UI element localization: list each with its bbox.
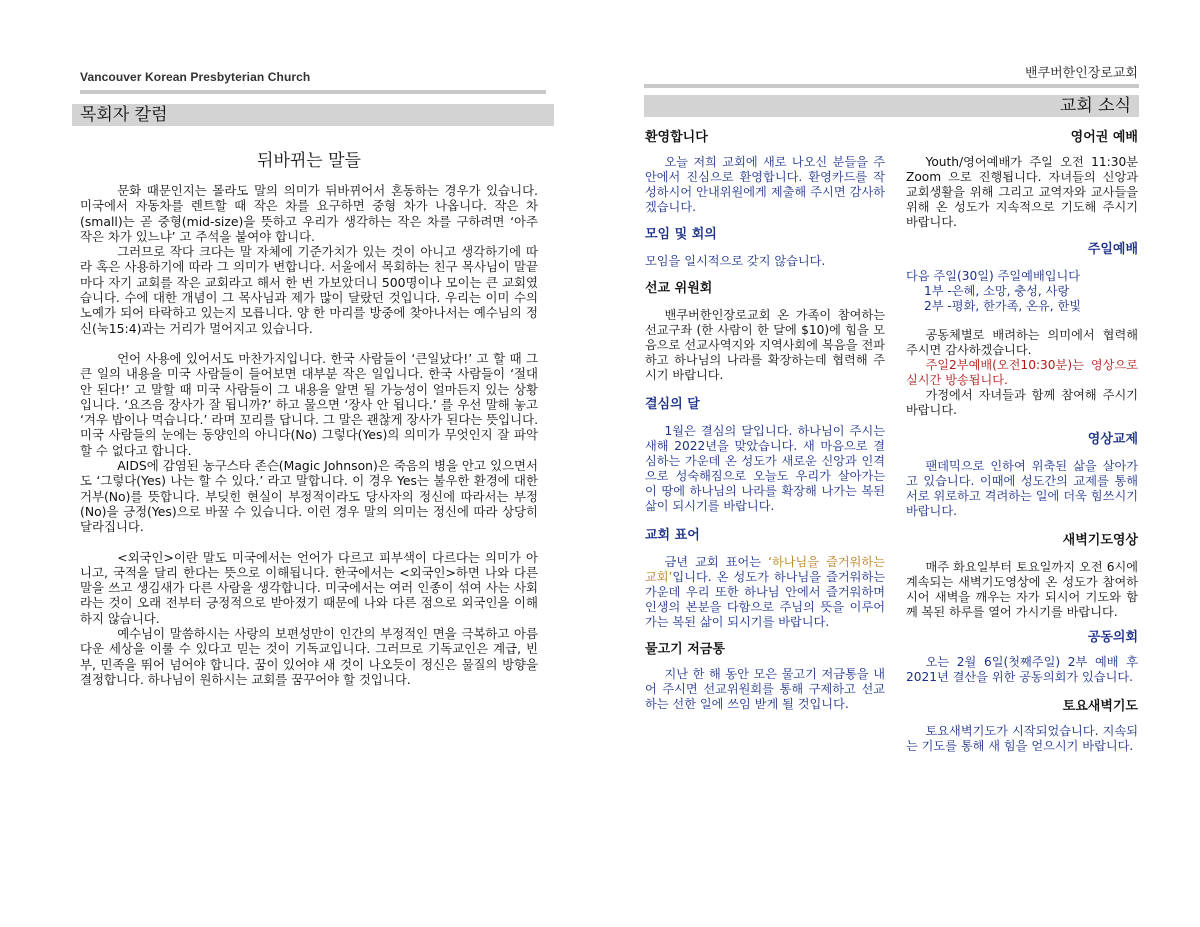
- sunday-worship-title: 주일예배: [1087, 242, 1138, 257]
- article-paragraph: 그러므로 작다 크다는 말 자체에 기준가치가 있는 것이 아니고 생각하기에 따라 혹은 사용하기에 따라 그 의미가 변합니다. 서울에서 목회하는 친구 목사님이 말끝마다 자기 교회를 작은 교회라고 해서 한 번 가보았더니 500명이나 모이는 큰 교회였습니다. 수에 대한 개념이 그 목사님과 제가 많이 달랐던 것입니다. 우리는 이미 수의 노예가 되어 타락하고 있는지 모릅니다. 양 한 마리를 방중에 찾아나서는 예수님의 정신(눅15:4)과는 거리가 멀어지고 있습니다.: [80, 244, 538, 336]
- motto-pre: 금년 교회 표어는: [664, 555, 769, 569]
- sunday-broadcast-notice: 주일2부예배(오전10:30분)는 영상으로 실시간 방송됩니다.: [906, 358, 1138, 387]
- sunday-family-note: 가정에서 자녀들과 함께 참여해 주시기 바랍니다.: [906, 388, 1138, 417]
- article-paragraph: 예수님이 말씀하시는 사랑의 보편성만이 인간의 부정적인 면을 극복하고 아름다운 세상을 이룰 수 있다고 믿는 것이 기독교입니다. 그러므로 기독교인은 계급, 빈부, 민족을 뛰어 넘어야 합니다. 꿈이 있어야 새 것이 나오듯이 정신은 물질의 방향을 결정합니다. 하나님이 원하시는 교회를 꿈꾸어야 할 것입니다.: [80, 626, 538, 687]
- article-paragraph: 문화 때문인지는 몰라도 말의 의미가 뒤바뀌어서 혼동하는 경우가 있습니다. 미국에서 자동차를 렌트할 때 작은 차를 요구하면 중형 차가 나옵니다. 작은 차(small)는 곧 중형(mid-size)을 뜻하고 우리가 생각하는 작은 차를 구하려면 ‘아주 작은 차가 있느냐’ 고 주석을 붙여야 합니다.: [80, 183, 538, 244]
- fish-bank-title: 물고기 저금통: [645, 642, 725, 657]
- video-fellowship-title: 영상교제: [1087, 432, 1138, 447]
- church-name-header: Vancouver Korean Presbyterian Church: [80, 70, 311, 84]
- motto-title: 교회 표어: [645, 528, 700, 543]
- motto-body: [645, 555, 885, 630]
- article-paragraph: 언어 사용에 있어서도 마찬가지입니다. 한국 사람들이 ‘큰일났다!’ 고 할 때 그 큰 일의 내용을 미국 사람들이 들어보면 대부분 작은 일입니다. 한국 사람들이 ‘절대 안 된다!’ 고 말할 때 미국 사람들이 그 내용을 알면 될 가능성이 얼마든지 있는 상황입니다. ‘요즈음 장사가 잘 됩니까?’ 하고 물으면 ‘장사 안 됩니다.’ 를 우선 말해 놓고 ‘겨우 밥이나 먹습니다.’ 라며 꼬리를 답니다. 그 말은 괜찮게 장사가 된다는 뜻입니다. 미국 사람들의 눈에는 동양인의 아니다(No) 그렇다(Yes)의 의미가 무엇인지 잘 파악할 수 없다고 합니다.: [80, 350, 539, 458]
- english-worship-title: 영어권 예배: [1070, 130, 1138, 145]
- congregation-meeting-title: 공동의회: [1087, 630, 1138, 645]
- church-name-korean: 밴쿠버한인장로교회: [1024, 66, 1138, 81]
- section-title: 목회자 칼럼: [80, 105, 168, 125]
- mission-body: 밴쿠버한인장로교회 온 가족이 참여하는 선교구좌 (한 사람이 한 달에 $10)에 힘을 모음으로 선교사역지와 지역사회에 복음을 전파하고 하나님의 나라를 확장하는데 협력해 주시기 바랍니다.: [645, 308, 885, 382]
- congregation-meeting-body: 오는 2월 6일(첫째주일) 2부 예배 후 2021년 결산을 위한 공동의회가 있습니다.: [906, 655, 1138, 684]
- welcome-body: 오늘 저희 교회에 새로 나오신 분들을 주 안에서 진심으로 환영합니다. 환영카드를 작성하시어 안내위원에게 제출해 주시면 감사하겠습니다.: [645, 155, 885, 214]
- dawn-prayer-body: 매주 화요일부터 토요일까지 오전 6시에 계속되는 새벽기도영상에 온 성도가 참여하시어 새벽을 깨우는 자가 되시어 기도와 함께 복된 하루를 열어 가시기를 바랍니다.: [906, 560, 1138, 619]
- article-body: [80, 183, 538, 687]
- fish-bank-body: 지난 한 해 동안 모은 물고기 저금통을 내어 주시면 선교위원회를 통해 구제하고 선교하는 선한 일에 쓰임 받게 될 것입니다.: [645, 667, 885, 711]
- welcome-title: 환영합니다: [645, 130, 708, 145]
- news-column-right: [906, 130, 1138, 754]
- meetings-body: 모임을 일시적으로 갖지 않습니다.: [645, 254, 826, 268]
- news-column-left: [645, 130, 885, 712]
- motto-quote: ‘하나님을 즐거워하는 교회’: [645, 555, 885, 584]
- section-title: 교회 소식: [1059, 96, 1131, 116]
- sunday-line-1: 1부 -은혜, 소망, 충성, 사랑: [924, 284, 1070, 298]
- pastor-column-bar: [72, 104, 554, 126]
- sunday-intro: 다음 주일(30일) 주일예배입니다: [906, 269, 1081, 283]
- motto-post: 입니다. 온 성도가 하나님을 즐거워하는 가운데 우리 또한 하나님 안에서 즐거워하며 인생의 본분을 다함으로 주님의 뜻을 이루어가는 복된 삶이 되시기를 바랍니다.: [645, 570, 885, 629]
- sunday-line-2: 2부 -평화, 한가족, 온유, 한빛: [924, 299, 1082, 313]
- left-header-rule: [80, 90, 546, 94]
- article-paragraph: <외국인>이란 말도 미국에서는 언어가 다르고 피부색이 다르다는 의미가 아니고, 국적을 달리 한다는 뜻으로 이해됩니다. 한국에서는 <외국인>하면 나와 다른 말을 쓰고 생김새가 다른 사람을 생각합니다. 미국에서는 여러 인종이 섞여 사는 사회라는 것이 오래 전부터 긍정적으로 받아졌기 때문에 나와 다른 점으로 외국인을 이해하지 않습니다.: [80, 549, 538, 626]
- article-title: 뒤바뀌는 말들: [257, 151, 361, 171]
- resolution-title: 결심의 달: [645, 397, 700, 412]
- mission-title: 선교 위원회: [645, 281, 713, 296]
- church-news-bar: [644, 95, 1139, 117]
- right-header-rule: [644, 84, 1139, 88]
- resolution-body: 1월은 결심의 달입니다. 하나님이 주시는 새해 2022년을 맞았습니다. 새 마음으로 결심하는 가운데 온 성도가 새로운 신앙과 인격으로 성숙해짐으로 오늘도 우리가 살아가는 이 땅에 하나님의 나라를 확장해 나가는 복된 삶이 되시기를 바랍니다.: [645, 424, 885, 513]
- video-fellowship-body: 팬데믹으로 인하여 위축된 삶을 살아가고 있습니다. 이때에 성도간의 교제를 통해 서로 위로하고 격려하는 일에 더욱 힘쓰시기 바랍니다.: [906, 459, 1138, 518]
- article-paragraph: AIDS에 감염된 농구스타 존슨(Magic Johnson)은 죽음의 병을 안고 있으면서도 ‘그렇다(Yes) 나는 할 수 있다.’ 라고 말합니다. 이 경우 Yes는 불우한 환경에 대한 거부(No)를 뜻합니다. 부딪힌 현실이 부정적이라도 당사자의 정신에 따라서는 부정(No)을 긍정(Yes)으로 바꿀 수 있습니다. 이런 경우 말의 의미는 정신에 따라 상당히 달라집니다.: [80, 458, 538, 535]
- dawn-prayer-title: 새벽기도영상: [1062, 533, 1138, 548]
- sunday-cooperation: 공동체별로 배려하는 의미에서 협력해 주시면 감사하겠습니다.: [906, 328, 1138, 357]
- saturday-prayer-body: 토요새벽기도가 시작되었습니다. 지속되는 기도를 통해 새 힘을 얻으시기 바랍니다.: [906, 724, 1138, 753]
- meetings-title: 모임 및 회의: [645, 227, 717, 242]
- english-worship-body: Youth/영어예배가 주일 오전 11:30분 Zoom 으로 진행됩니다. 자녀들의 신앙과 교회생활을 위해 그리고 교역자와 교사들을 위해 온 성도가 지속적으로 기도해 주시기 바랍니다.: [906, 155, 1138, 229]
- saturday-prayer-title: 토요새벽기도: [1062, 699, 1138, 714]
